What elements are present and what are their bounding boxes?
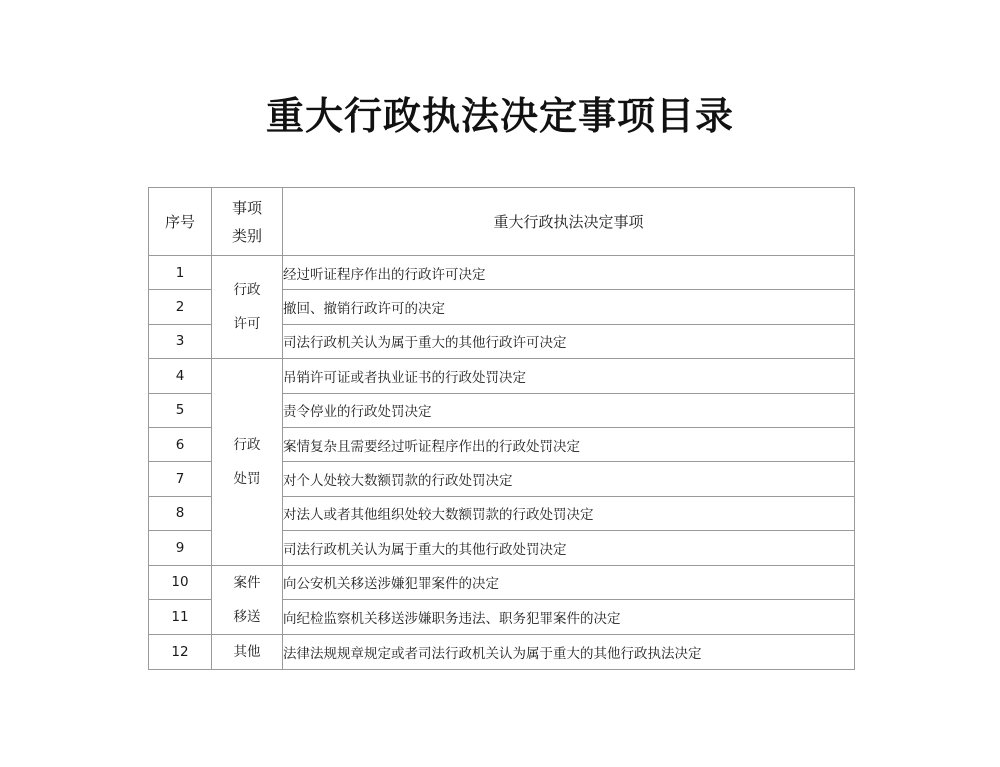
- row-item: 司法行政机关认为属于重大的其他行政许可决定: [283, 324, 855, 358]
- category-line2: 移送: [233, 608, 261, 625]
- table-row: [149, 359, 855, 393]
- row-item: 向纪检监察机关移送涉嫌职务违法、职务犯罪案件的决定: [283, 600, 855, 635]
- row-item: 法律法规规章规定或者司法行政机关认为属于重大的其他行政执法决定: [283, 634, 855, 669]
- row-item: 司法行政机关认为属于重大的其他行政处罚决定: [283, 531, 855, 565]
- row-no: 8: [149, 496, 212, 530]
- category-cell: [212, 634, 283, 669]
- category-cell: [212, 565, 283, 634]
- category-line2: 处罚: [233, 470, 261, 487]
- row-item: 撤回、撤销行政许可的决定: [283, 290, 855, 324]
- row-no: 7: [149, 462, 212, 496]
- row-no: 11: [149, 600, 212, 635]
- document-title: 重大行政执法决定事项目录: [265, 93, 734, 138]
- decision-catalog-table: [148, 187, 855, 670]
- category-line1: 案件: [233, 574, 261, 591]
- table-row: [149, 565, 855, 600]
- category-cell: [212, 256, 283, 359]
- row-no: 10: [149, 565, 212, 600]
- category-line1: 行政: [233, 436, 261, 453]
- header-category-line1: 事项: [231, 198, 262, 217]
- row-no: 12: [149, 634, 212, 669]
- category-line1: 其他: [233, 643, 261, 660]
- table-row: [149, 634, 855, 669]
- row-item: 经过听证程序作出的行政许可决定: [283, 256, 855, 290]
- row-no: 6: [149, 427, 212, 461]
- row-no: 5: [149, 393, 212, 427]
- table-row: [149, 256, 855, 290]
- header-no: 序号: [149, 188, 212, 256]
- row-item: 对法人或者其他组织处较大数额罚款的行政处罚决定: [283, 496, 855, 530]
- header-category: [212, 188, 283, 256]
- table-header-row: [149, 188, 855, 256]
- row-item: 责令停业的行政处罚决定: [283, 393, 855, 427]
- category-line2: 许可: [233, 316, 261, 333]
- header-item: 重大行政执法决定事项: [283, 188, 855, 256]
- row-no: 3: [149, 324, 212, 358]
- row-no: 4: [149, 359, 212, 393]
- row-item: 案情复杂且需要经过听证程序作出的行政处罚决定: [283, 427, 855, 461]
- row-no: 2: [149, 290, 212, 324]
- row-item: 向公安机关移送涉嫌犯罪案件的决定: [283, 565, 855, 600]
- row-item: 对个人处较大数额罚款的行政处罚决定: [283, 462, 855, 496]
- category-line1: 行政: [233, 282, 261, 299]
- row-no: 9: [149, 531, 212, 565]
- header-category-line2: 类别: [231, 226, 262, 245]
- category-cell: [212, 359, 283, 565]
- row-no: 1: [149, 256, 212, 290]
- row-item: 吊销许可证或者执业证书的行政处罚决定: [283, 359, 855, 393]
